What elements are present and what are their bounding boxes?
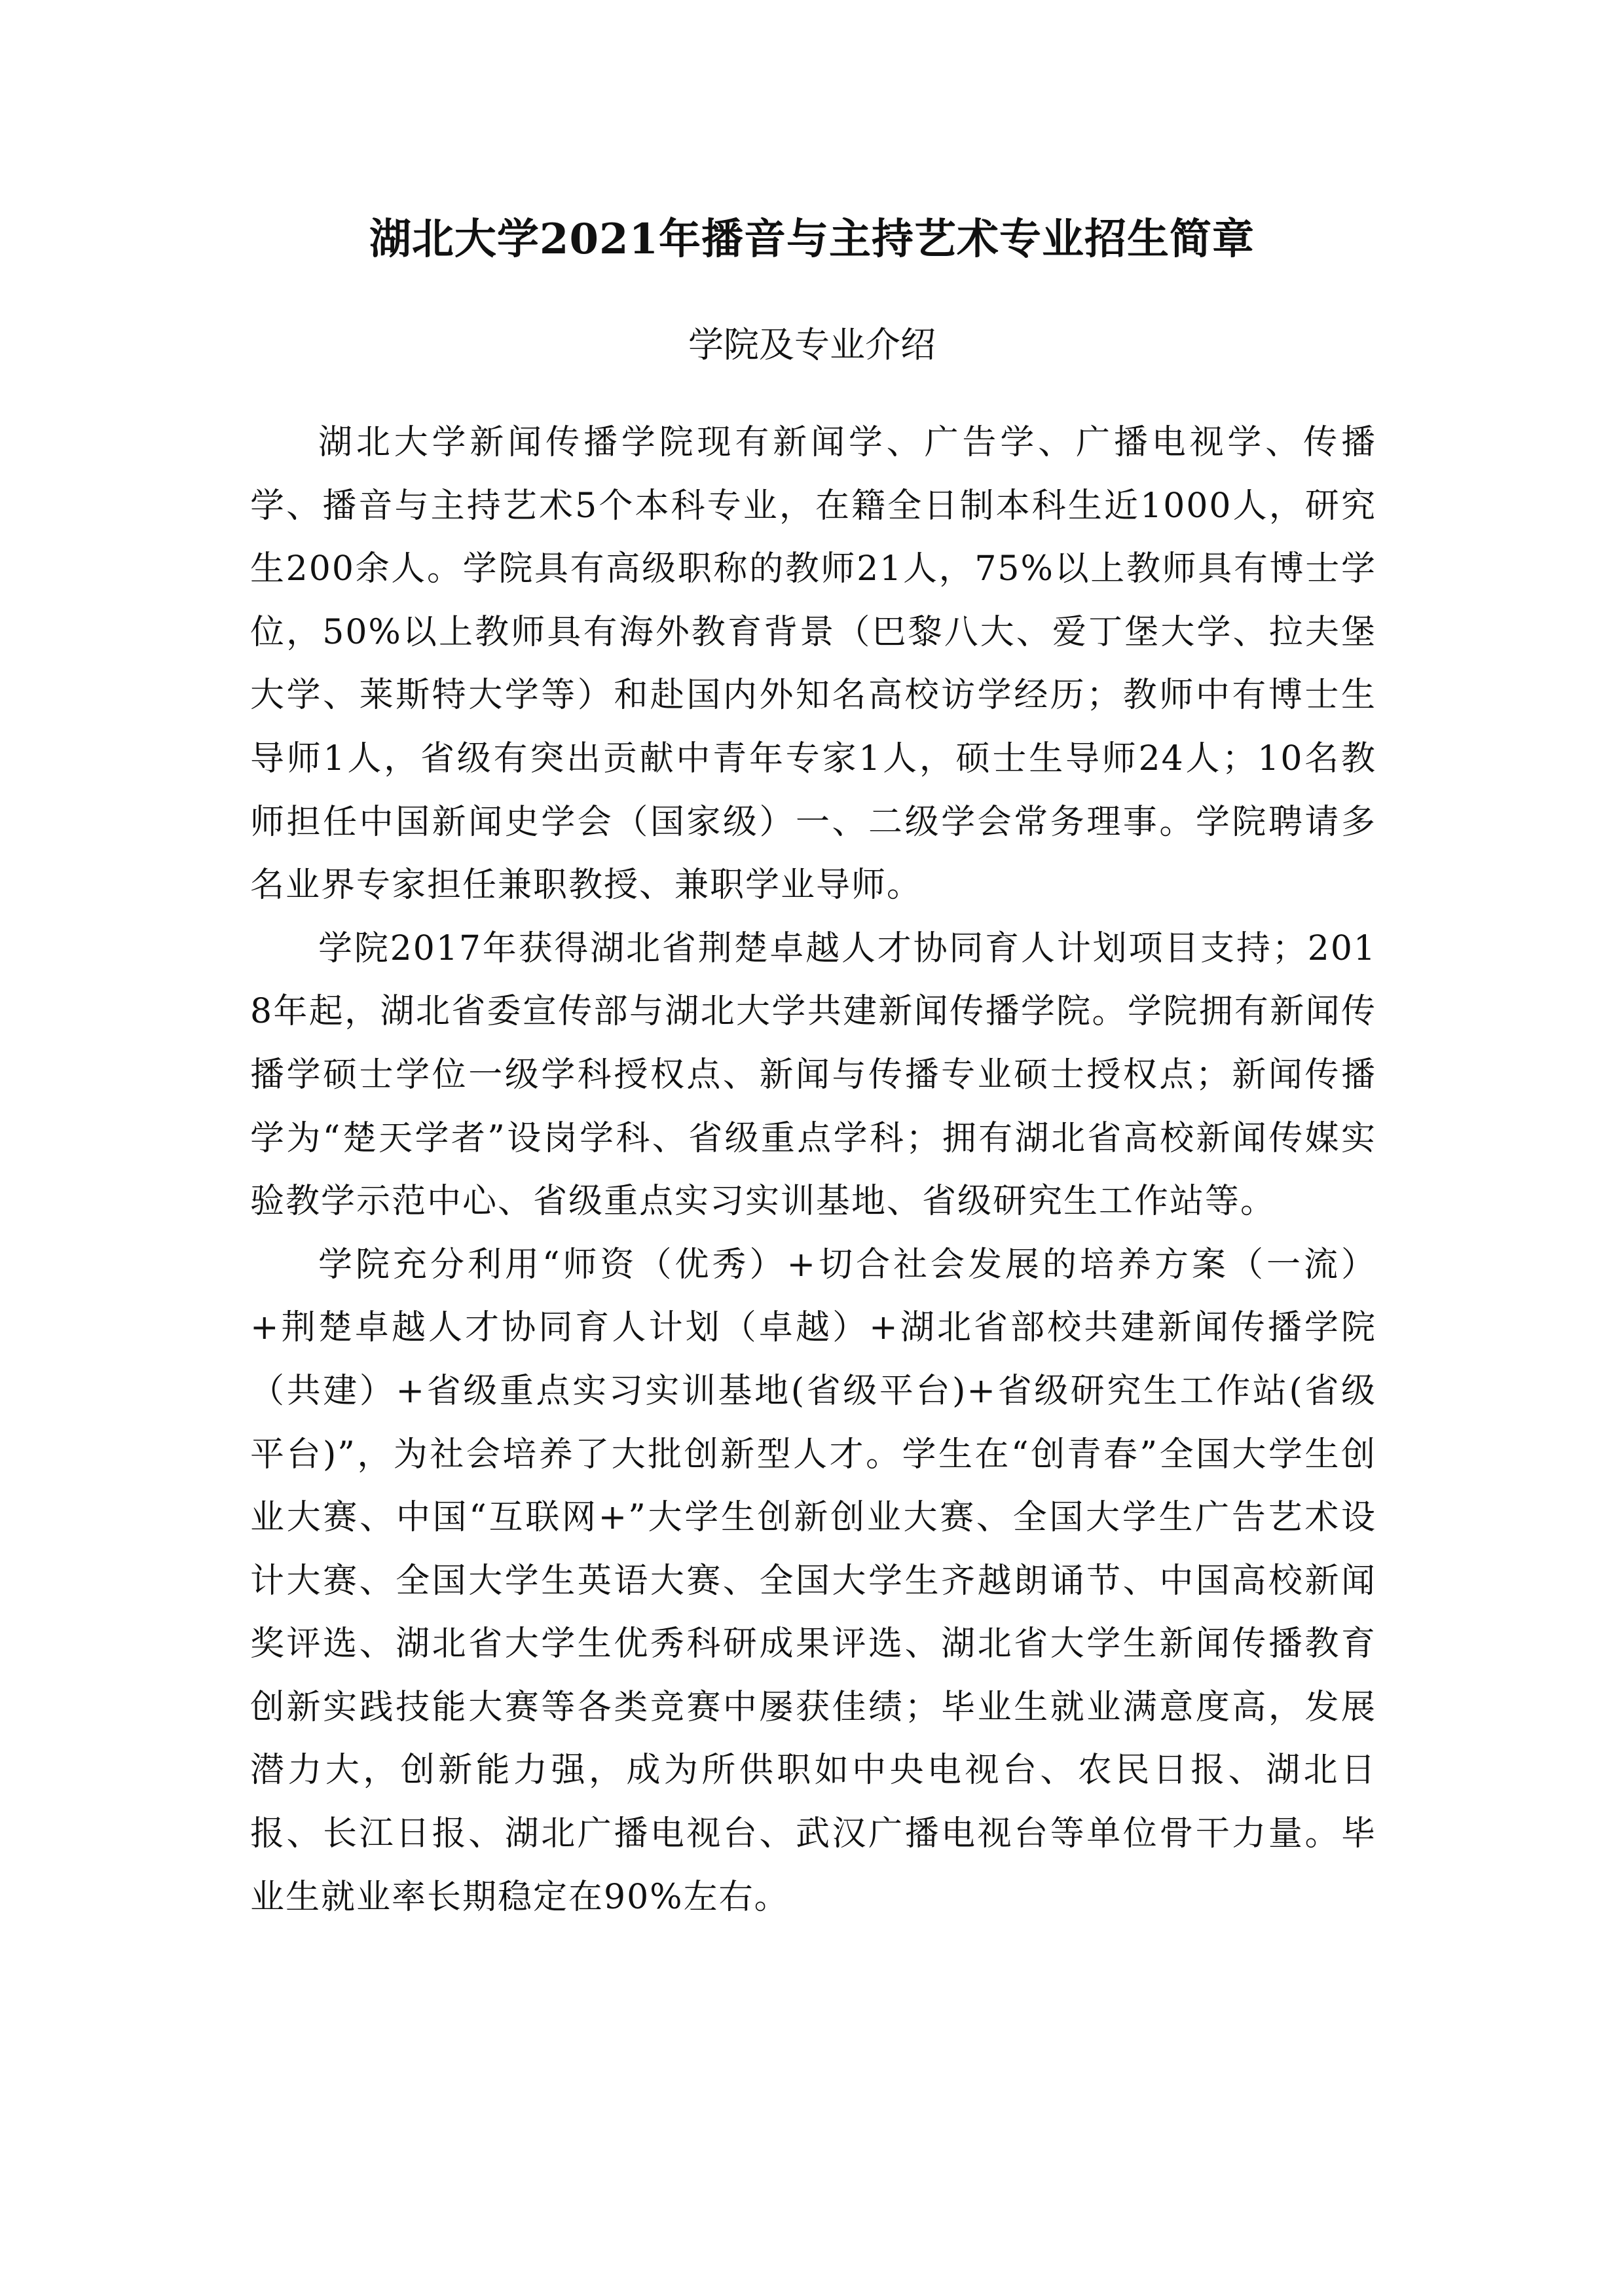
paragraph-college-platforms: 学院2017年获得湖北省荆楚卓越人才协同育人计划项目支持；2018年起，湖北省委宣传部与湖北大学共建新闻传播学院。学院拥有新闻传播学硕士学位一级学科授权点、新闻与传播专业硕士授权点；新闻传播学为“楚天学者”设岗学科、省级重点学科；拥有湖北省高校新闻传媒实验教学示范中心、省级重点实习实训基地、省级研究生工作站等。 [250, 928, 1376, 1222]
document-title: 湖北大学2021年播音与主持艺术专业招生简章 [369, 215, 1255, 264]
paragraph-college-overview: 湖北大学新闻传播学院现有新闻学、广告学、广播电视学、传播学、播音与主持艺术5个本科专业，在籍全日制本科生近1000人，研究生200余人。学院具有高级职称的教师21人，75%以上教师具有博士学位，50%以上教师具有海外教育背景（巴黎八大、爱丁堡大学、拉夫堡大学、莱斯特大学等）和赴国内外知名高校访学经历；教师中有博士生导师1人，省级有突出贡献中青年专家1人，硕士生导师24人；10名教师担任中国新闻史学会（国家级）一、二级学会常务理事。学院聘请多名业界专家担任兼职教授、兼职学业导师。 [250, 423, 1376, 905]
body-text [250, 411, 1376, 1929]
paragraph-student-achievements: 学院充分利用“师资（优秀）+切合社会发展的培养方案（一流）+荆楚卓越人才协同育人计划（卓越）+湖北省部校共建新闻传播学院（共建）+省级重点实习实训基地(省级平台)+省级研究生工作站(省级平台)”，为社会培养了大批创新型人才。学生在“创青春”全国大学生创业大赛、中国“互联网+”大学生创新创业大赛、全国大学生广告艺术设计大赛、全国大学生英语大赛、全国大学生齐越朗诵节、中国高校新闻奖评选、湖北省大学生优秀科研成果评选、湖北省大学生新闻传播教育创新实践技能大赛等各类竞赛中屡获佳绩；毕业生就业满意度高，发展潜力大，创新能力强，成为所供职如中央电视台、农民日报、湖北日报、长江日报、湖北广播电视台、武汉广播电视台等单位骨干力量。毕业生就业率长期稳定在90%左右。 [250, 1245, 1376, 1917]
section-heading: 学院及专业介绍 [688, 324, 936, 365]
